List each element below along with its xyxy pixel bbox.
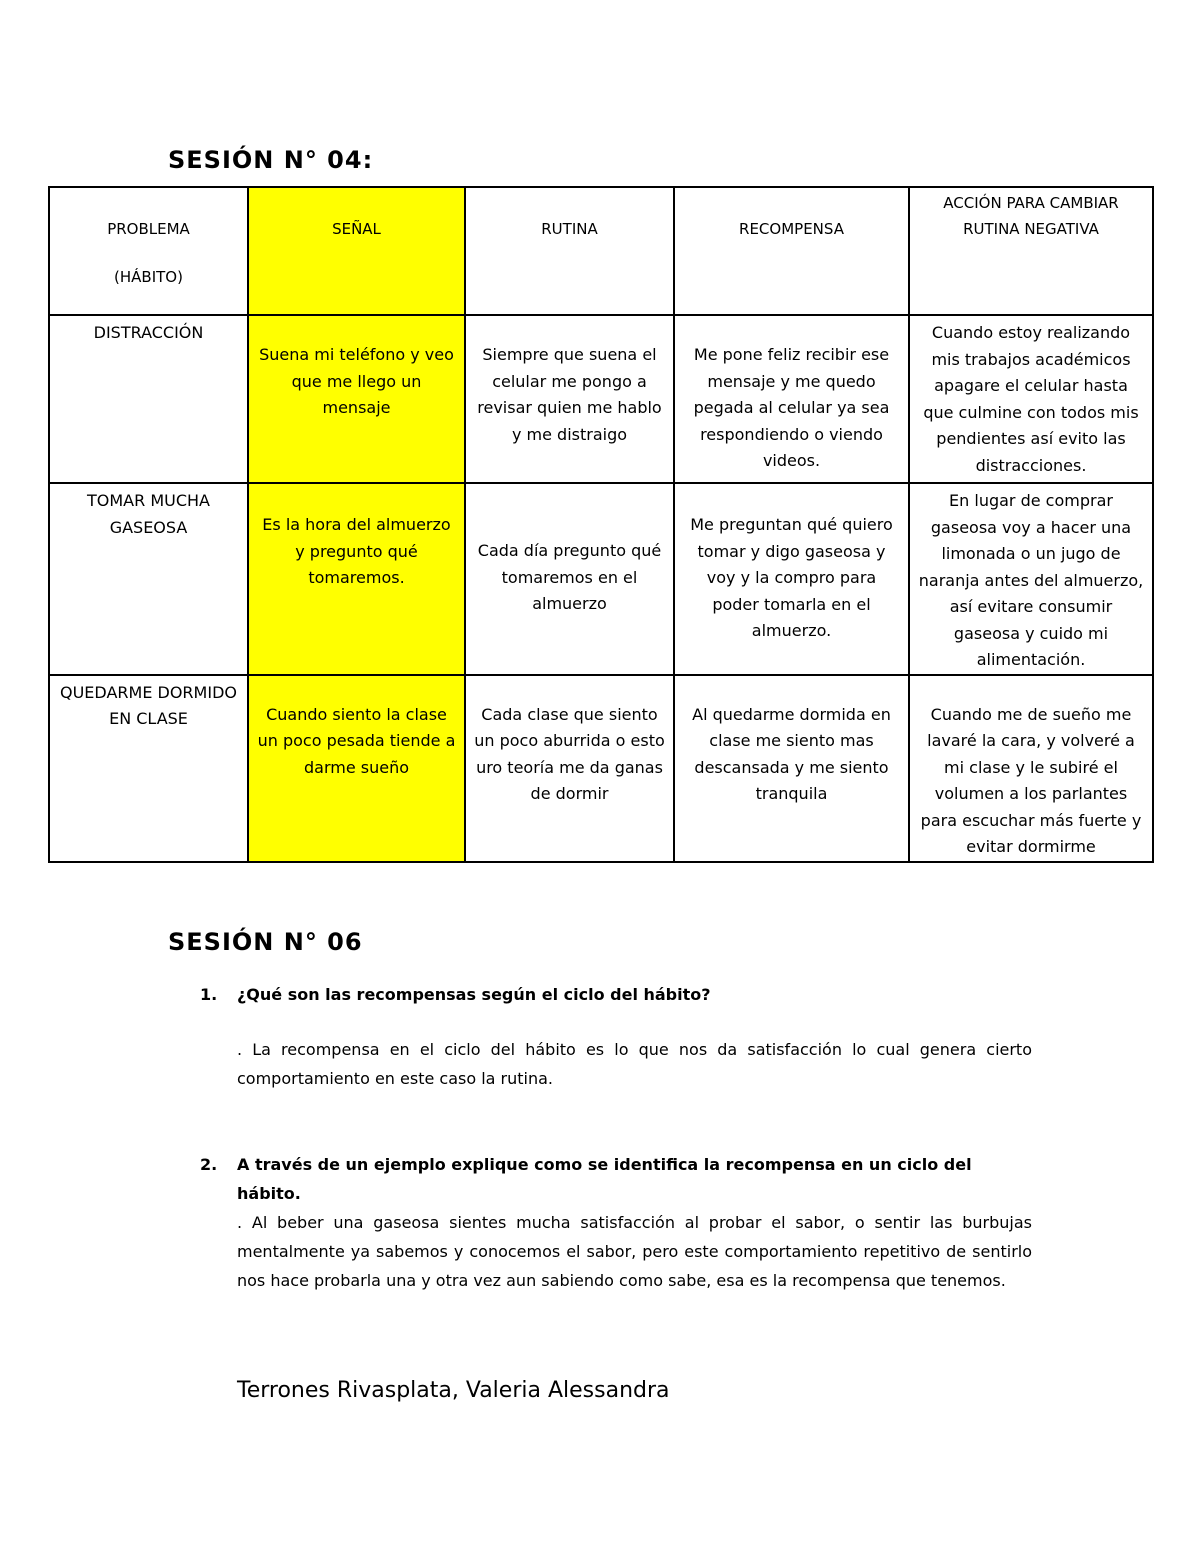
session-04-title: SESIÓN N° 04: bbox=[168, 146, 374, 174]
question-text: A través de un ejemplo explique como se identifica la recompensa en un ciclo del hábito. bbox=[237, 1155, 972, 1203]
cell-recompensa: Al quedarme dormida en clase me siento mas descansada y me siento tranquila bbox=[674, 675, 909, 862]
answer-text: . La recompensa en el ciclo del hábito es lo que nos da satisfacción lo cual genera cierto comportamiento en este caso la rutina. bbox=[237, 1040, 1032, 1088]
header-rutina: RUTINA bbox=[465, 187, 674, 315]
cell-recompensa: Me preguntan qué quiero tomar y digo gaseosa y voy y la compro para poder tomarla en el almuerzo. bbox=[674, 483, 909, 675]
cell-senal: Es la hora del almuerzo y pregunto qué tomaremos. bbox=[248, 483, 465, 675]
cell-senal: Suena mi teléfono y veo que me llego un mensaje bbox=[248, 315, 465, 483]
cell-problema: QUEDARME DORMIDO EN CLASE bbox=[49, 675, 248, 862]
header-senal: SEÑAL bbox=[248, 187, 465, 315]
cell-senal: Cuando siento la clase un poco pesada tiende a darme sueño bbox=[248, 675, 465, 862]
table-row bbox=[49, 483, 1153, 675]
cell-recompensa: Me pone feliz recibir ese mensaje y me quedo pegada al celular ya sea respondiendo o viendo videos. bbox=[674, 315, 909, 483]
cell-rutina: Siempre que suena el celular me pongo a revisar quien me hablo y me distraigo bbox=[465, 315, 674, 483]
header-habito-label: (HÁBITO) bbox=[114, 268, 183, 286]
header-problema-label: PROBLEMA bbox=[107, 220, 190, 238]
question-text: ¿Qué son las recompensas según el ciclo del hábito? bbox=[237, 985, 711, 1004]
header-problema bbox=[49, 187, 248, 315]
session-06-title: SESIÓN N° 06 bbox=[168, 928, 363, 956]
question-item bbox=[200, 1150, 1032, 1295]
cell-accion: Cuando estoy realizando mis trabajos académicos apagare el celular hasta que culmine con todos mis pendientes así evito las distracciones. bbox=[909, 315, 1153, 483]
cell-accion: Cuando me de sueño me lavaré la cara, y volveré a mi clase y le subiré el volumen a los parlantes para escuchar más fuerte y evitar dormirme bbox=[909, 675, 1153, 862]
question-item bbox=[200, 980, 1032, 1093]
question-number: 2. bbox=[200, 1155, 218, 1174]
table-row bbox=[49, 315, 1153, 483]
cell-accion: En lugar de comprar gaseosa voy a hacer una limonada o un jugo de naranja antes del almuerzo, así evitare consumir gaseosa y cuido mi alimentación. bbox=[909, 483, 1153, 675]
header-recompensa: RECOMPENSA bbox=[674, 187, 909, 315]
author-name: Terrones Rivasplata, Valeria Alessandra bbox=[237, 1378, 670, 1403]
table-row bbox=[49, 675, 1153, 862]
answer-text: . Al beber una gaseosa sientes mucha satisfacción al probar el sabor, o sentir las burbujas mentalmente ya sabemos y conocemos el sabor, pero este comportamiento repetitivo de sentirlo nos hace probarla una y otra vez aun sabiendo como sabe, esa es la recompensa que tenemos. bbox=[237, 1213, 1032, 1290]
habit-table bbox=[48, 186, 1154, 863]
header-accion: ACCIÓN PARA CAMBIAR RUTINA NEGATIVA bbox=[909, 187, 1153, 315]
cell-rutina: Cada clase que siento un poco aburrida o esto uro teoría me da ganas de dormir bbox=[465, 675, 674, 862]
cell-problema: DISTRACCIÓN bbox=[49, 315, 248, 483]
cell-rutina: Cada día pregunto qué tomaremos en el almuerzo bbox=[465, 483, 674, 675]
cell-problema: TOMAR MUCHA GASEOSA bbox=[49, 483, 248, 675]
table-header-row bbox=[49, 187, 1153, 315]
question-number: 1. bbox=[200, 985, 218, 1004]
